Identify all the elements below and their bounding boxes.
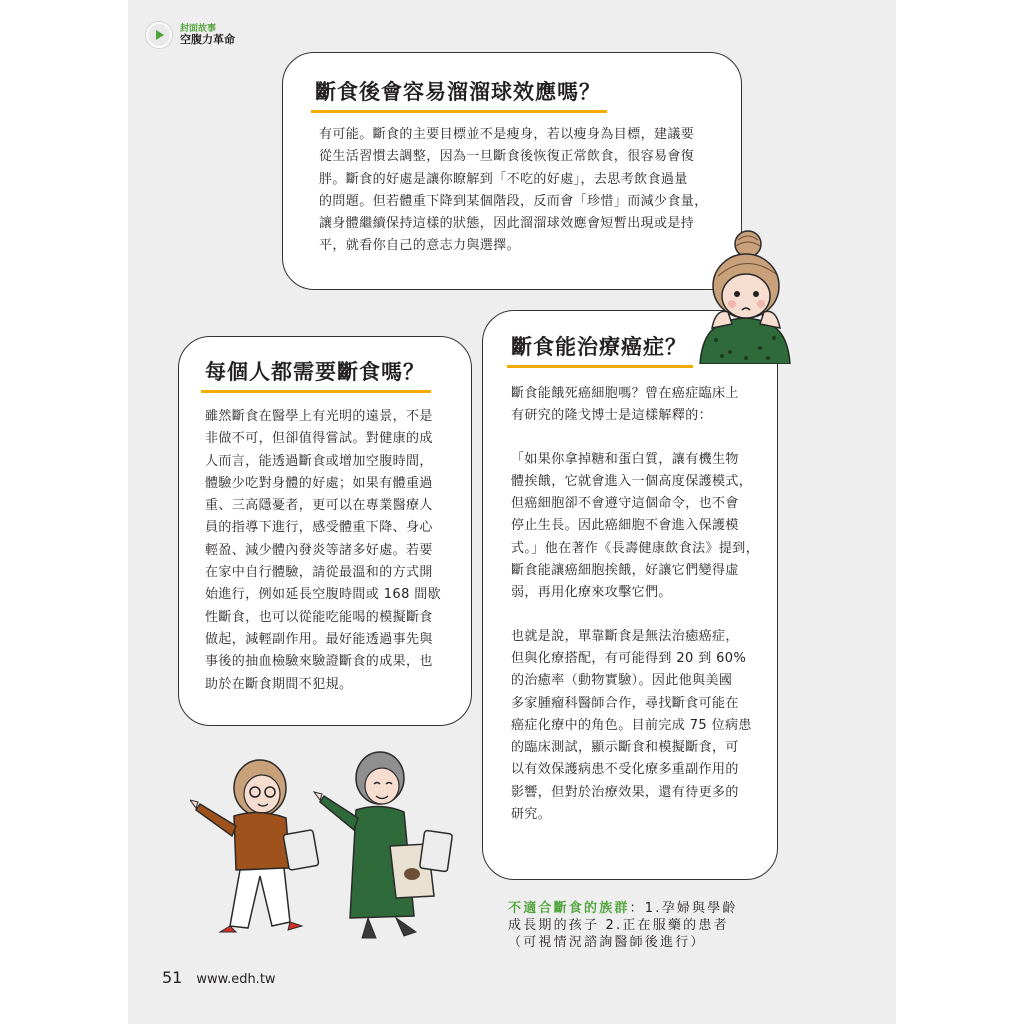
rebound-title: 斷食後會容易溜溜球效應嗎？ (315, 76, 601, 106)
note-text: ：1.孕婦與學齡 成長期的孩子 2.正在服藥的患者 （可視情況諮詢醫師後進行） (508, 901, 738, 950)
page-number: 51 (162, 968, 183, 987)
note-label: 不適合斷食的族群 (508, 901, 630, 916)
magazine-page (128, 0, 896, 1024)
cancer-title: 斷食能治療癌症？ (511, 331, 687, 361)
walking-women-illustration (190, 746, 490, 946)
cancer-question-box (482, 310, 778, 880)
header-kicker: 封面故事 (180, 23, 217, 34)
section-header (146, 22, 235, 48)
need-title: 每個人都需要斷食嗎？ (205, 356, 425, 386)
need-fasting-box (178, 336, 472, 726)
need-text: 雖然斷食在醫學上有光明的遠景，不是 非做不可，但卻值得嘗試。對健康的成 人而言，能透過斷食或增加空腹時間， 體驗少吃對身體的好處；如果有體重過 重、三高隱憂者，更可以在專業醫療人 員的指導下進行，感受體重下降、身心 輕盈、減少體內發炎等諸多好處。若要 在家中自行體驗，請從最溫和的方式開 始進行，例如延長空腹時間或 168 間歇 性斷食，也可以從能吃能喝的模擬斷食 做起，減輕副作用。最好能透過事先與 事後的抽血檢驗來驗證斷食的成果，也 助於在斷食期間不犯規。 (205, 409, 442, 692)
rebound-text: 有可能。斷食的主要目標並不是瘦身，若以瘦身為目標，建議要 從生活習慣去調整，因為一旦斷食後恢復正常飲食，很容易會復 胖。斷食的好處是讓你瞭解到「不吃的好處」，去思考飲食過量 的問題。但若體重下降到某個階段，反而會「珍惜」而減少食量， 讓身體繼續保持這樣的狀態，因此溜溜球效應會短暫出現或是持 平，就看你自己的意志力與選擇。 (319, 127, 708, 254)
cancer-paragraph: 也就是說，單靠斷食是無法治癒癌症， 但與化療搭配，有可能得到 20 到 60% 的治癒率（動物實驗）。因此他與美國 多家腫瘤科醫師合作，尋找斷食可能在 癌症化療中的角色。目前完成 75 位病患 的臨床測試，顯示斷食和模擬斷食，可 以有效保護病患不受化療多重副作用的 影響，但對於治療效果，還有待更多的 研究。 (511, 628, 752, 823)
header-section: 空腹力革命 (180, 32, 235, 46)
page-footer (162, 968, 276, 987)
website-url: www.edh.tw (196, 972, 276, 987)
cancer-paragraph: 斷食能餓死癌細胞嗎？曾在癌症臨床上 有研究的隆戈博士是這樣解釋的： (511, 386, 739, 424)
worried-woman-illustration (698, 228, 792, 364)
cancer-paragraph: 「如果你拿掉糖和蛋白質，讓有機生物 體挨餓，它就會進入一個高度保護模式， 但癌細胞卻不會遵守這個命令，也不會 停止生長。因此癌細胞不會進入保護模 式。」他在著作《長壽健康飲食法》提到， 斷食能讓癌細胞挨餓，好讓它們變得虛 弱，再用化療來攻擊它們。 (511, 451, 760, 601)
unsuitable-groups-note (508, 900, 738, 951)
play-icon (146, 22, 172, 48)
rebound-question-box (282, 52, 742, 290)
